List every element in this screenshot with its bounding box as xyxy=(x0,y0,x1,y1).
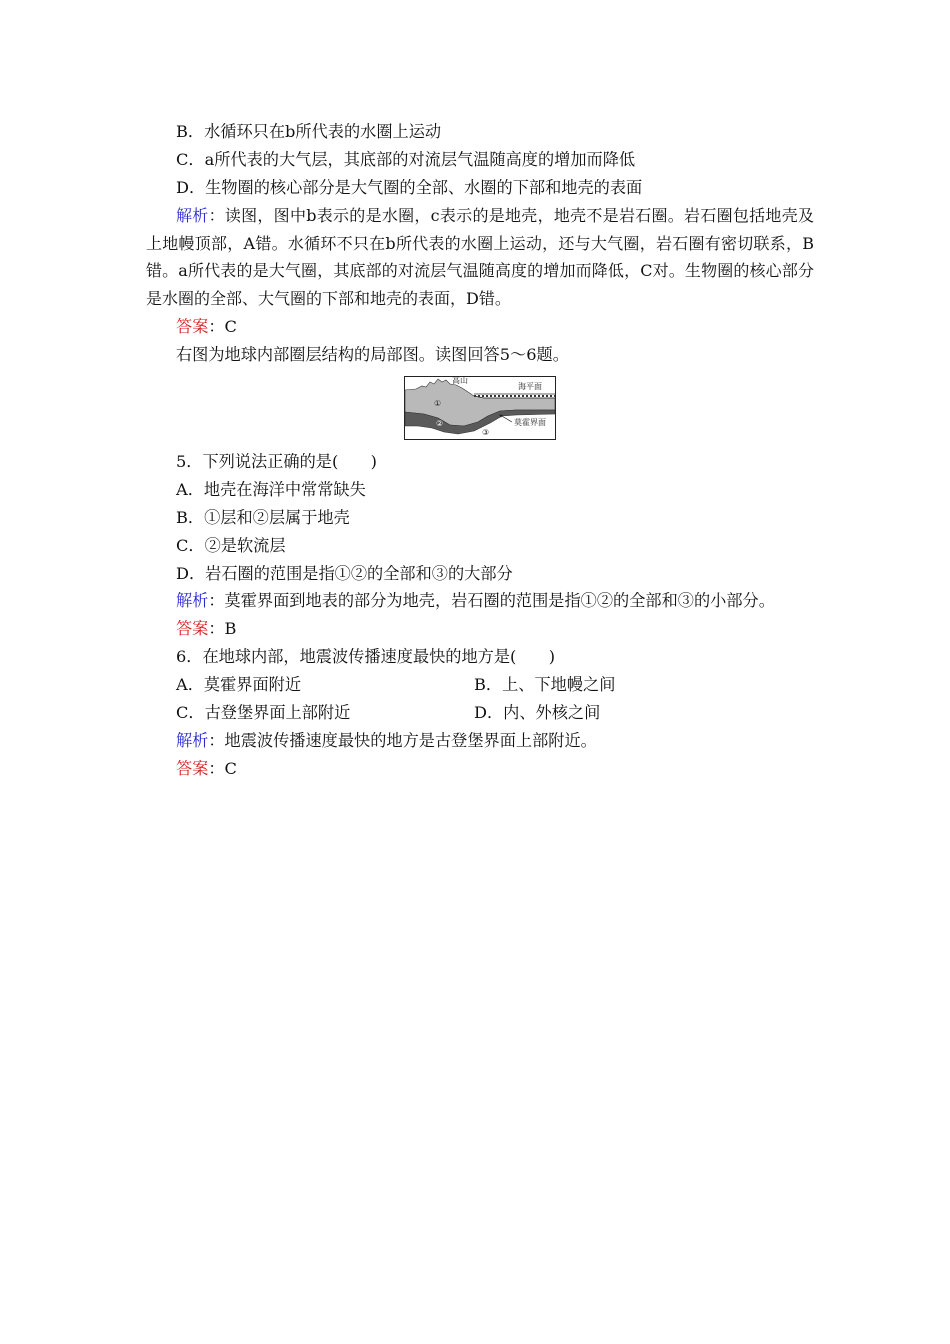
q6-stem: 6．在地球内部，地震波传播速度最快的地方是( ) xyxy=(176,647,556,666)
label-sea-level: 海平面 xyxy=(518,382,542,391)
q5-analysis xyxy=(176,591,775,611)
q4-option-b: B．水循环只在b所代表的水圈上运动 xyxy=(176,122,442,141)
q5-option-b: B．①层和②层属于地壳 xyxy=(176,508,350,527)
q6-analysis xyxy=(176,731,597,751)
answer-text: ：C xyxy=(208,317,237,336)
q5-option-a: A．地壳在海洋中常常缺失 xyxy=(176,480,366,499)
answer-text: ：C xyxy=(208,759,237,778)
label-layer-3: ③ xyxy=(482,428,490,437)
q6-option-b: B．上、下地幔之间 xyxy=(474,675,616,694)
answer-label: 答案 xyxy=(176,759,209,778)
q5-option-d: D．岩石圈的范围是指①②的全部和③的大部分 xyxy=(176,564,513,583)
answer-text: ：B xyxy=(208,619,237,638)
q5-answer xyxy=(176,619,236,639)
label-mountain: 高山 xyxy=(452,376,468,385)
label-layer-1: ① xyxy=(434,399,442,408)
q4-answer xyxy=(176,317,237,337)
analysis-label: 解析 xyxy=(176,206,209,225)
q6-answer xyxy=(176,759,237,779)
answer-label: 答案 xyxy=(176,317,209,336)
analysis-text: ：地震波传播速度最快的地方是古登堡界面上部附近。 xyxy=(208,731,597,750)
q6-option-a: A．莫霍界面附近 xyxy=(176,675,302,694)
q4-option-d: D．生物圈的核心部分是大气圈的全部、水圈的下部和地壳的表面 xyxy=(176,178,643,197)
q5-option-c: C．②是软流层 xyxy=(176,536,286,555)
q4-option-c: C．a所代表的大气层，其底部的对流层气温随高度的增加而降低 xyxy=(176,150,636,169)
q5-stem: 5．下列说法正确的是( ) xyxy=(176,452,377,471)
label-layer-2: ② xyxy=(436,419,444,428)
answer-label: 答案 xyxy=(176,619,209,638)
q4-analysis xyxy=(146,202,814,312)
q6-option-d: D．内、外核之间 xyxy=(474,703,601,722)
analysis-label: 解析 xyxy=(176,731,209,750)
crust-cross-section-figure xyxy=(404,376,556,440)
analysis-label: 解析 xyxy=(176,591,209,610)
q6-option-c: C．古登堡界面上部附近 xyxy=(176,703,351,722)
analysis-text: ：莫霍界面到地表的部分为地壳，岩石圈的范围是指①②的全部和③的小部分。 xyxy=(208,591,775,610)
label-moho: 莫霍界面 xyxy=(514,418,546,427)
intro-text: 右图为地球内部圈层结构的局部图。读图回答5～6题。 xyxy=(176,345,569,364)
analysis-text: ：读图，图中b表示的是水圈，c表示的是地壳，地壳不是岩石圈。岩石圈包括地壳及上地幔顶部，A错。水循环不只在b所代表的水圈上运动，还与大气圈，岩石圈有密切联系，B错。a所代表的是大气圈，其底部的对流层气温随高度的增加而降低，C对。生物圈的核心部分是水圈的全部、大气圈的下部和地壳的表面，D错。 xyxy=(146,206,814,308)
